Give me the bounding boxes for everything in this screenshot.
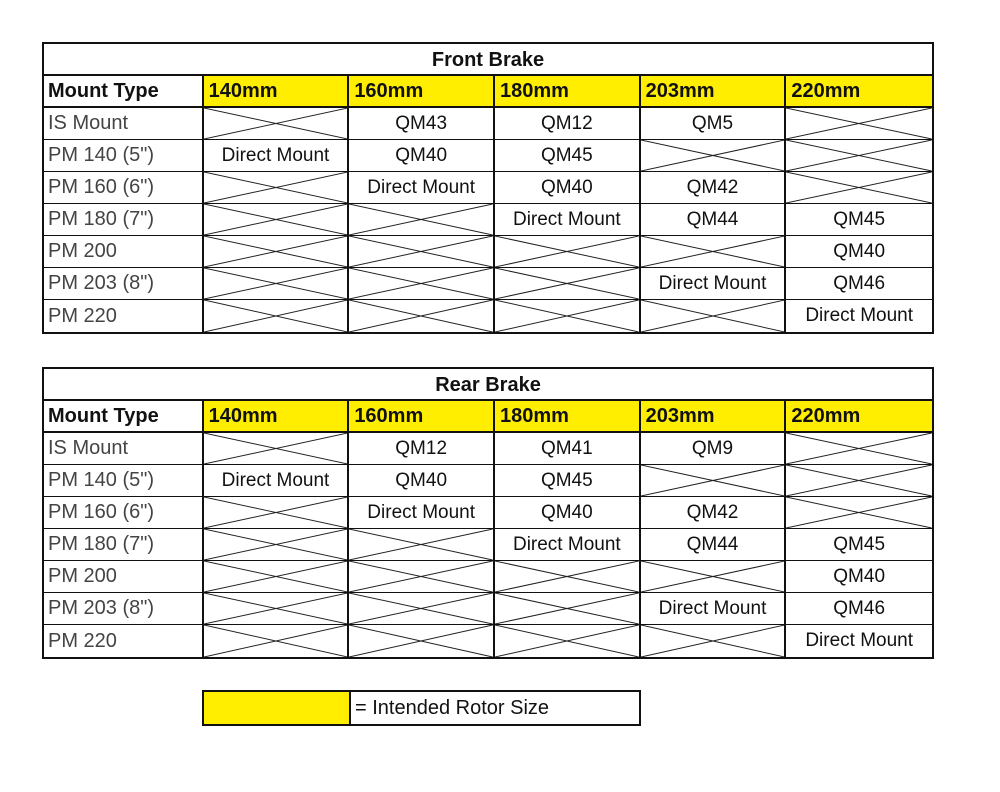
legend bbox=[202, 690, 641, 726]
incompatible-cell bbox=[349, 268, 495, 299]
x-cross-icon bbox=[349, 593, 493, 624]
incompatible-cell bbox=[641, 236, 787, 267]
table-row bbox=[44, 497, 932, 529]
incompatible-cell bbox=[641, 465, 787, 496]
table-title: Front Brake bbox=[44, 44, 932, 76]
x-cross-icon bbox=[349, 204, 493, 235]
adapter-cell: QM9 bbox=[641, 433, 787, 464]
incompatible-cell bbox=[495, 236, 641, 267]
incompatible-cell bbox=[204, 561, 350, 592]
x-cross-icon bbox=[204, 268, 348, 299]
legend-label: = Intended Rotor Size bbox=[355, 696, 550, 719]
incompatible-cell bbox=[204, 204, 350, 235]
incompatible-cell bbox=[641, 625, 787, 657]
adapter-cell: QM40 bbox=[349, 140, 495, 171]
table-row bbox=[44, 172, 932, 204]
x-cross-icon bbox=[786, 433, 932, 464]
incompatible-cell bbox=[786, 108, 932, 139]
header-140mm: 140mm bbox=[204, 76, 350, 106]
incompatible-cell bbox=[786, 172, 932, 203]
incompatible-cell bbox=[786, 465, 932, 496]
table-row bbox=[44, 268, 932, 300]
incompatible-cell bbox=[204, 433, 350, 464]
adapter-cell: Direct Mount bbox=[349, 172, 495, 203]
header-203mm: 203mm bbox=[641, 401, 787, 431]
rear-brake-table bbox=[42, 367, 934, 659]
x-cross-icon bbox=[786, 497, 932, 528]
table-row bbox=[44, 529, 932, 561]
header-140mm: 140mm bbox=[204, 401, 350, 431]
x-cross-icon bbox=[349, 625, 493, 657]
adapter-cell: QM40 bbox=[833, 240, 886, 262]
mount-type-cell: PM 220 bbox=[44, 300, 204, 332]
incompatible-cell bbox=[204, 236, 350, 267]
x-cross-icon bbox=[204, 497, 348, 528]
mount-type-cell: PM 160 (6") bbox=[44, 497, 204, 528]
table-body bbox=[44, 108, 932, 332]
header-mount-type: Mount Type bbox=[44, 401, 204, 431]
table-row bbox=[44, 593, 932, 625]
incompatible-cell bbox=[349, 561, 495, 592]
header-180mm: 180mm bbox=[495, 76, 641, 106]
x-cross-icon bbox=[204, 204, 348, 235]
header-row bbox=[44, 76, 932, 108]
incompatible-cell bbox=[204, 529, 350, 560]
incompatible-cell bbox=[349, 625, 495, 657]
incompatible-cell bbox=[349, 529, 495, 560]
incompatible-cell bbox=[495, 561, 641, 592]
adapter-cell: QM46 bbox=[833, 597, 886, 619]
header-mount-type: Mount Type bbox=[44, 76, 204, 106]
table-row bbox=[44, 561, 932, 593]
x-cross-icon bbox=[641, 300, 785, 332]
adapter-cell: QM46 bbox=[833, 272, 886, 294]
mount-type-cell: PM 200 bbox=[44, 236, 204, 267]
x-cross-icon bbox=[204, 108, 348, 139]
x-cross-icon bbox=[349, 300, 493, 332]
mount-type-cell: PM 200 bbox=[44, 561, 204, 592]
mount-type-cell: PM 180 (7") bbox=[44, 529, 204, 560]
incompatible-cell bbox=[204, 497, 350, 528]
x-cross-icon bbox=[204, 172, 348, 203]
adapter-cell: QM12 bbox=[495, 108, 641, 139]
adapter-cell: QM44 bbox=[641, 529, 787, 560]
table-row bbox=[44, 204, 932, 236]
adapter-cell: QM40 bbox=[833, 565, 886, 587]
mount-type-cell: PM 160 (6") bbox=[44, 172, 204, 203]
table-title: Rear Brake bbox=[44, 369, 932, 401]
x-cross-icon bbox=[641, 625, 785, 657]
incompatible-cell bbox=[641, 300, 787, 332]
mount-type-cell: PM 180 (7") bbox=[44, 204, 204, 235]
incompatible-cell bbox=[786, 433, 932, 464]
adapter-cell: Direct Mount bbox=[641, 268, 787, 299]
adapter-cell: Direct Mount bbox=[805, 630, 914, 651]
adapter-cell: QM45 bbox=[495, 465, 641, 496]
x-cross-icon bbox=[204, 300, 348, 332]
adapter-cell: QM44 bbox=[641, 204, 787, 235]
header-203mm: 203mm bbox=[641, 76, 787, 106]
adapter-cell: Direct Mount bbox=[641, 593, 787, 624]
x-cross-icon bbox=[495, 268, 639, 299]
adapter-cell: QM5 bbox=[641, 108, 787, 139]
adapter-cell: QM42 bbox=[641, 172, 787, 203]
incompatible-cell bbox=[786, 497, 932, 528]
adapter-cell: Direct Mount bbox=[204, 140, 350, 171]
mount-type-cell: PM 203 (8") bbox=[44, 268, 204, 299]
adapter-cell: QM43 bbox=[349, 108, 495, 139]
incompatible-cell bbox=[204, 300, 350, 332]
x-cross-icon bbox=[786, 108, 932, 139]
x-cross-icon bbox=[204, 529, 348, 560]
x-cross-icon bbox=[204, 433, 348, 464]
incompatible-cell bbox=[204, 593, 350, 624]
incompatible-cell bbox=[349, 236, 495, 267]
x-cross-icon bbox=[495, 300, 639, 332]
adapter-cell: QM41 bbox=[495, 433, 641, 464]
mount-type-cell: PM 140 (5") bbox=[44, 465, 204, 496]
incompatible-cell bbox=[204, 268, 350, 299]
adapter-cell: QM45 bbox=[833, 208, 886, 230]
adapter-cell: Direct Mount bbox=[204, 465, 350, 496]
adapter-cell: Direct Mount bbox=[495, 204, 641, 235]
legend-swatch-yellow bbox=[204, 692, 351, 724]
table-body bbox=[44, 433, 932, 657]
x-cross-icon bbox=[641, 236, 785, 267]
incompatible-cell bbox=[204, 172, 350, 203]
header-160mm: 160mm bbox=[349, 401, 495, 431]
x-cross-icon bbox=[495, 625, 639, 657]
x-cross-icon bbox=[495, 561, 639, 592]
incompatible-cell bbox=[495, 268, 641, 299]
mount-type-cell: PM 220 bbox=[44, 625, 204, 657]
incompatible-cell bbox=[641, 140, 787, 171]
adapter-cell: Direct Mount bbox=[805, 305, 914, 326]
incompatible-cell bbox=[786, 140, 932, 171]
x-cross-icon bbox=[641, 465, 785, 496]
incompatible-cell bbox=[349, 204, 495, 235]
mount-type-cell: PM 140 (5") bbox=[44, 140, 204, 171]
x-cross-icon bbox=[786, 465, 932, 496]
incompatible-cell bbox=[349, 300, 495, 332]
header-180mm: 180mm bbox=[495, 401, 641, 431]
header-220mm: 220mm bbox=[786, 76, 932, 106]
x-cross-icon bbox=[204, 236, 348, 267]
x-cross-icon bbox=[204, 561, 348, 592]
table-row bbox=[44, 625, 932, 657]
x-cross-icon bbox=[349, 529, 493, 560]
mount-type-cell: IS Mount bbox=[44, 108, 204, 139]
x-cross-icon bbox=[495, 593, 639, 624]
x-cross-icon bbox=[204, 593, 348, 624]
incompatible-cell bbox=[641, 561, 787, 592]
x-cross-icon bbox=[786, 140, 932, 171]
adapter-cell: QM40 bbox=[349, 465, 495, 496]
adapter-cell: QM45 bbox=[495, 140, 641, 171]
x-cross-icon bbox=[786, 172, 932, 203]
incompatible-cell bbox=[495, 300, 641, 332]
mount-type-cell: PM 203 (8") bbox=[44, 593, 204, 624]
x-cross-icon bbox=[349, 236, 493, 267]
table-row bbox=[44, 236, 932, 268]
adapter-cell: QM42 bbox=[641, 497, 787, 528]
x-cross-icon bbox=[349, 268, 493, 299]
x-cross-icon bbox=[349, 561, 493, 592]
x-cross-icon bbox=[641, 561, 785, 592]
incompatible-cell bbox=[204, 625, 350, 657]
adapter-cell: QM12 bbox=[349, 433, 495, 464]
adapter-cell: Direct Mount bbox=[349, 497, 495, 528]
adapter-cell: QM45 bbox=[833, 533, 886, 555]
table-row bbox=[44, 433, 932, 465]
header-220mm: 220mm bbox=[786, 401, 932, 431]
table-row bbox=[44, 140, 932, 172]
header-row bbox=[44, 401, 932, 433]
x-cross-icon bbox=[204, 625, 348, 657]
adapter-cell: QM40 bbox=[495, 497, 641, 528]
adapter-cell: QM40 bbox=[495, 172, 641, 203]
incompatible-cell bbox=[495, 593, 641, 624]
table-row bbox=[44, 465, 932, 497]
x-cross-icon bbox=[641, 140, 785, 171]
header-160mm: 160mm bbox=[349, 76, 495, 106]
incompatible-cell bbox=[495, 625, 641, 657]
incompatible-cell bbox=[349, 593, 495, 624]
table-row bbox=[44, 108, 932, 140]
table-row bbox=[44, 300, 932, 332]
adapter-cell: Direct Mount bbox=[495, 529, 641, 560]
mount-type-cell: IS Mount bbox=[44, 433, 204, 464]
front-brake-table bbox=[42, 42, 934, 334]
x-cross-icon bbox=[495, 236, 639, 267]
incompatible-cell bbox=[204, 108, 350, 139]
